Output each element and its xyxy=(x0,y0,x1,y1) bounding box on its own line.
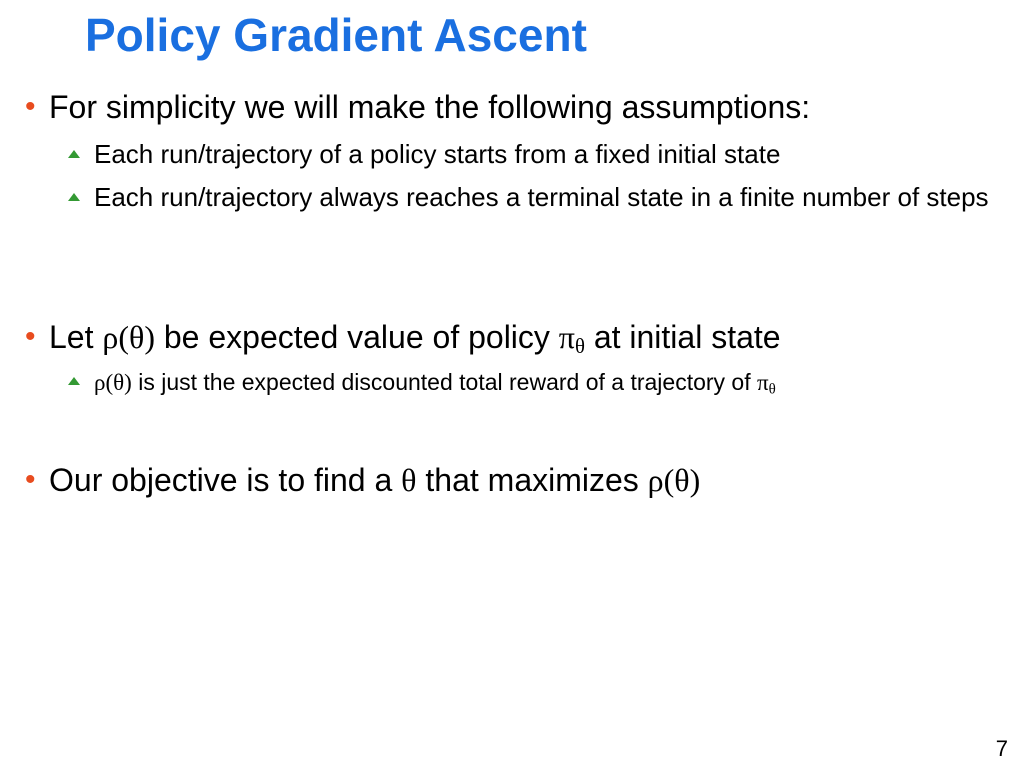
theta-subscript: θ xyxy=(574,335,585,359)
bullet-text: For simplicity we will make the following assumptions: xyxy=(49,89,811,125)
triangle-bullet-icon xyxy=(68,377,80,385)
theta-subscript: θ xyxy=(768,381,776,398)
triangle-bullet-icon xyxy=(68,193,80,201)
rho-theta-symbol: ρ(θ) xyxy=(102,319,155,355)
sub-bullet-text: Each run/trajectory of a policy starts from a fixed initial state xyxy=(94,139,781,169)
bullet-text: Let ρ(θ) be expected value of policy $\pi_\theta$ at initial state xyxy=(49,319,781,359)
pi-symbol: π xyxy=(757,370,769,395)
sub-bullet-text: ρ(θ) is just the expected discounted total reward of a trajectory of $\pi_\theta$ xyxy=(94,369,776,398)
bullet-dot: • xyxy=(25,320,36,353)
bullet-text: Our objective is to find a θ that maximizes ρ(θ) xyxy=(49,462,701,498)
bullet-dot: • xyxy=(25,463,36,496)
bullet-dot: • xyxy=(25,90,36,123)
pi-symbol: π xyxy=(558,319,575,355)
slide-title: Policy Gradient Ascent xyxy=(85,9,587,61)
theta-symbol: θ xyxy=(401,462,417,498)
page-number: 7 xyxy=(995,736,1008,761)
rho-theta-symbol: ρ(θ) xyxy=(94,370,132,395)
triangle-bullet-icon xyxy=(68,150,80,158)
sub-bullet-text: Each run/trajectory always reaches a terminal state in a finite number of steps xyxy=(94,182,989,212)
rho-theta-symbol: ρ(θ) xyxy=(647,462,701,498)
